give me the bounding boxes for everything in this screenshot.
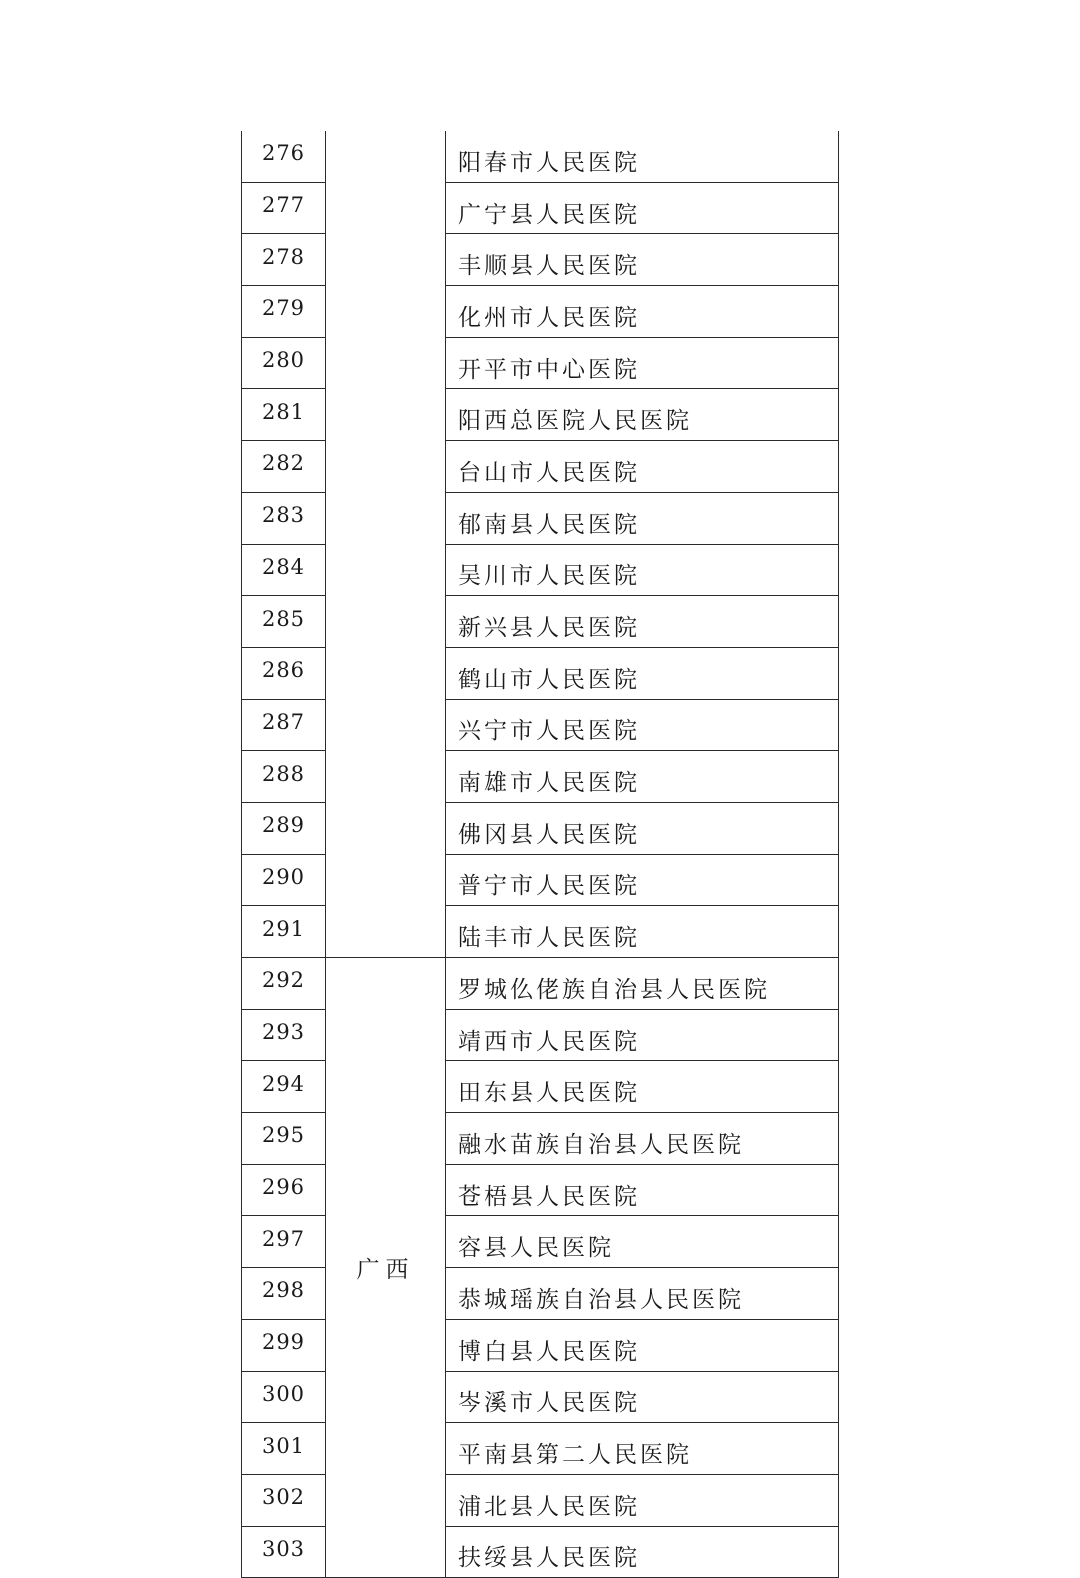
row-number-text: 295 — [261, 1123, 306, 1148]
hospital-name: 普宁市人民医院 — [446, 854, 839, 906]
row-number — [242, 647, 326, 699]
hospital-name: 阳西总医院人民医院 — [446, 389, 839, 441]
row-number — [242, 234, 326, 286]
hospital-name: 南雄市人民医院 — [446, 751, 839, 803]
table-row — [242, 131, 839, 182]
row-number — [242, 1268, 326, 1320]
row-number — [242, 802, 326, 854]
region-cell — [326, 131, 446, 958]
row-number — [242, 699, 326, 751]
hospital-name: 台山市人民医院 — [446, 441, 839, 493]
row-number-text: 282 — [261, 451, 306, 476]
row-number-text: 287 — [261, 709, 306, 734]
row-number-text: 278 — [261, 244, 306, 269]
row-number-text: 285 — [261, 606, 306, 631]
row-number-text: 289 — [261, 813, 306, 838]
hospital-name: 新兴县人民医院 — [446, 596, 839, 648]
row-number — [242, 1009, 326, 1061]
row-number-text: 276 — [261, 141, 306, 166]
row-number — [242, 441, 326, 493]
row-number-text: 293 — [261, 1020, 306, 1045]
hospital-name: 鹤山市人民医院 — [446, 647, 839, 699]
hospital-name: 开平市中心医院 — [446, 337, 839, 389]
row-number — [242, 337, 326, 389]
row-number-text: 296 — [261, 1175, 306, 1200]
hospital-name: 罗城仫佬族自治县人民医院 — [446, 958, 839, 1010]
row-number-text: 303 — [261, 1536, 306, 1561]
row-number — [242, 1474, 326, 1526]
hospital-list-table — [241, 131, 839, 1578]
hospital-name: 恭城瑶族自治县人民医院 — [446, 1268, 839, 1320]
row-number — [242, 182, 326, 234]
hospital-name: 丰顺县人民医院 — [446, 234, 839, 286]
row-number-text: 279 — [261, 296, 306, 321]
hospital-name: 浦北县人民医院 — [446, 1474, 839, 1526]
row-number — [242, 1164, 326, 1216]
hospital-name: 苍梧县人民医院 — [446, 1164, 839, 1216]
row-number-text: 288 — [261, 761, 306, 786]
hospital-name: 田东县人民医院 — [446, 1061, 839, 1113]
row-number-text: 286 — [261, 658, 306, 683]
row-number-text: 301 — [261, 1433, 306, 1458]
row-number — [242, 1113, 326, 1165]
region-cell: 广西 — [326, 958, 446, 1578]
hospital-name: 博白县人民医院 — [446, 1319, 839, 1371]
row-number-text: 280 — [261, 348, 306, 373]
row-number-text: 277 — [261, 193, 306, 218]
hospital-name: 扶绥县人民医院 — [446, 1526, 839, 1578]
row-number — [242, 854, 326, 906]
row-number — [242, 492, 326, 544]
table-row — [242, 958, 839, 1010]
hospital-name: 岑溪市人民医院 — [446, 1371, 839, 1423]
row-number — [242, 1216, 326, 1268]
row-number — [242, 1423, 326, 1475]
row-number — [242, 596, 326, 648]
row-number-text: 294 — [261, 1071, 306, 1096]
row-number — [242, 1371, 326, 1423]
hospital-name: 陆丰市人民医院 — [446, 906, 839, 958]
row-number-text: 290 — [261, 864, 306, 889]
hospital-name: 融水苗族自治县人民医院 — [446, 1113, 839, 1165]
row-number-text: 298 — [261, 1278, 306, 1303]
row-number — [242, 544, 326, 596]
hospital-name: 阳春市人民医院 — [446, 131, 839, 182]
hospital-name: 平南县第二人民医院 — [446, 1423, 839, 1475]
row-number — [242, 1319, 326, 1371]
row-number-text: 281 — [261, 399, 306, 424]
hospital-name: 容县人民医院 — [446, 1216, 839, 1268]
hospital-name: 广宁县人民医院 — [446, 182, 839, 234]
row-number — [242, 131, 326, 182]
hospital-name: 化州市人民医院 — [446, 286, 839, 338]
row-number-text: 299 — [261, 1330, 306, 1355]
row-number-text: 291 — [261, 916, 306, 941]
row-number — [242, 1526, 326, 1578]
row-number-text: 297 — [261, 1226, 306, 1251]
table-body — [242, 131, 839, 1578]
hospital-name: 吴川市人民医院 — [446, 544, 839, 596]
hospital-name: 兴宁市人民医院 — [446, 699, 839, 751]
row-number — [242, 751, 326, 803]
hospital-name: 靖西市人民医院 — [446, 1009, 839, 1061]
row-number-text: 283 — [261, 503, 306, 528]
hospital-name: 郁南县人民医院 — [446, 492, 839, 544]
row-number — [242, 286, 326, 338]
row-number-text: 302 — [261, 1485, 306, 1510]
row-number — [242, 1061, 326, 1113]
hospital-name: 佛冈县人民医院 — [446, 802, 839, 854]
row-number — [242, 958, 326, 1010]
row-number-text: 292 — [261, 968, 306, 993]
row-number-text: 300 — [261, 1381, 306, 1406]
row-number — [242, 389, 326, 441]
row-number — [242, 906, 326, 958]
row-number-text: 284 — [261, 554, 306, 579]
